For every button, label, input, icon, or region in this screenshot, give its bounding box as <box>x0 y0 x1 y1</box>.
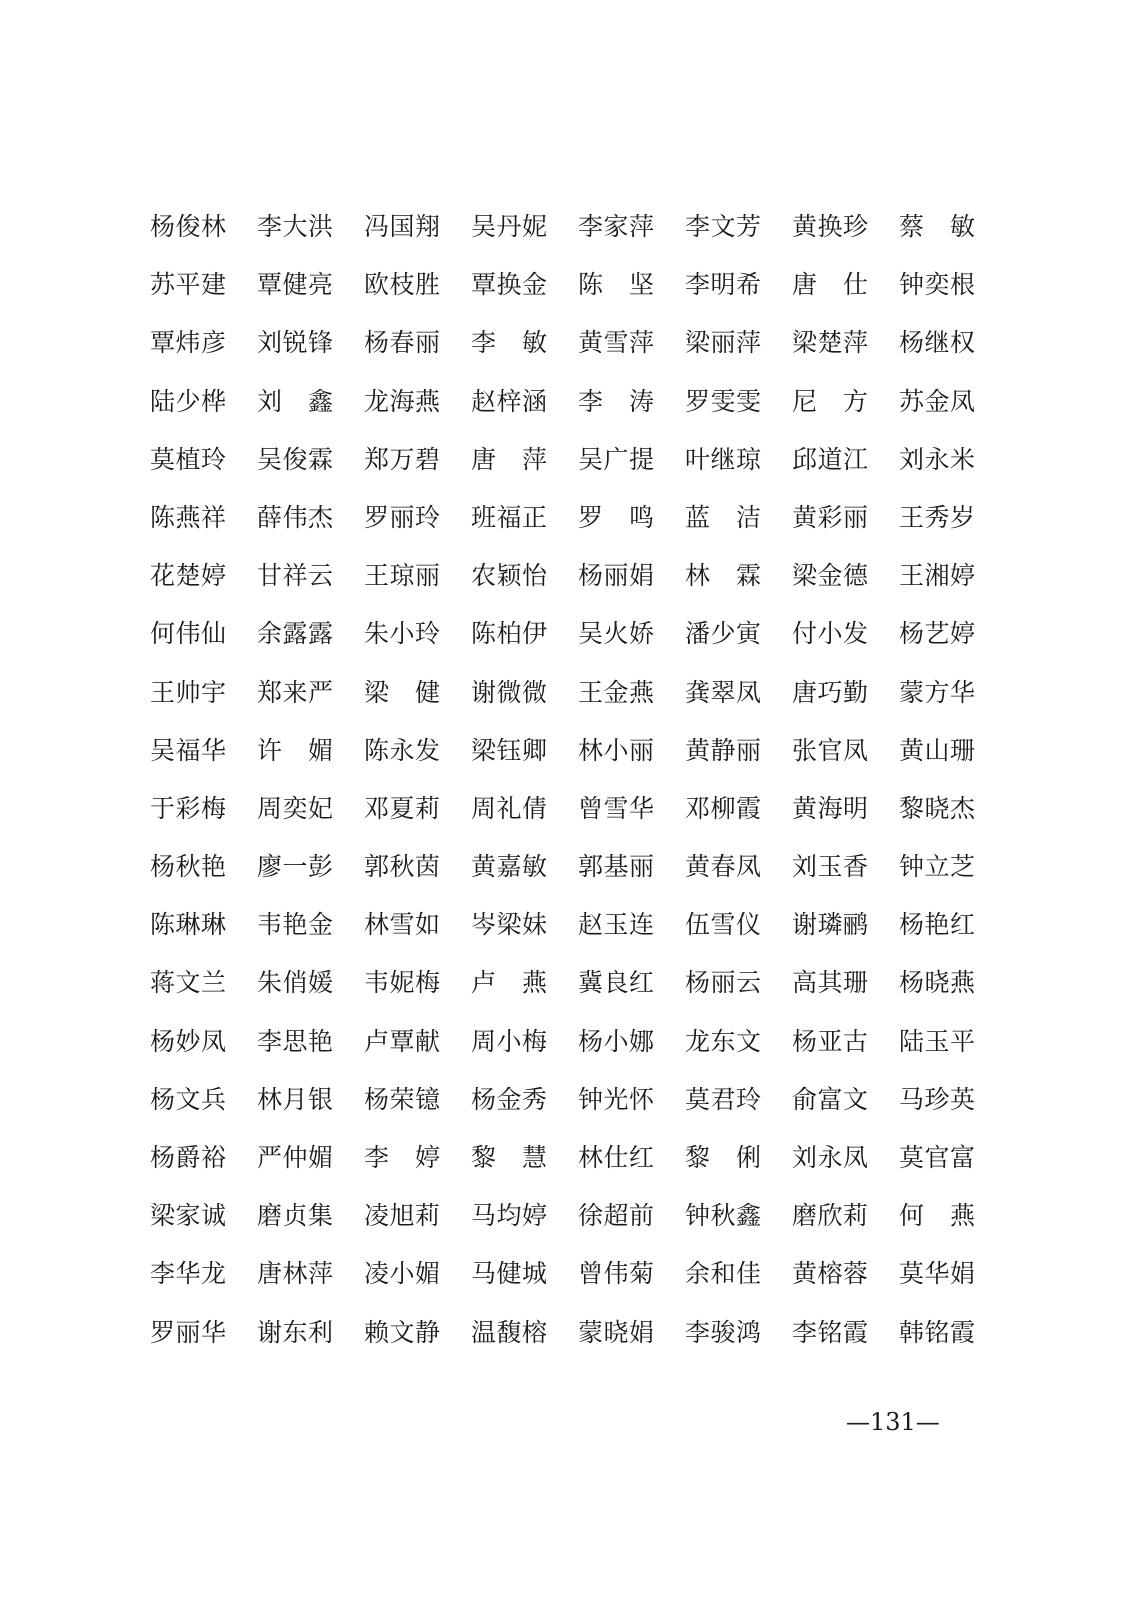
name-entry: 苏平建 <box>150 270 227 300</box>
name-entry: 周小梅 <box>471 1026 548 1056</box>
name-entry: 吴火娇 <box>578 619 655 649</box>
name-entry: 蒙晓娟 <box>578 1317 655 1347</box>
name-entry: 卢 燕 <box>471 968 548 998</box>
name-entry: 伍雪仪 <box>685 910 762 940</box>
name-entry: 李铭霞 <box>792 1317 869 1347</box>
name-entry: 冀良红 <box>578 968 655 998</box>
name-entry: 梁丽萍 <box>685 328 762 358</box>
name-entry: 王帅宇 <box>150 677 227 707</box>
name-entry: 岑梁妹 <box>471 910 548 940</box>
name-entry: 马均婷 <box>471 1201 548 1231</box>
name-entry: 邱道江 <box>792 444 869 474</box>
name-entry: 俞富文 <box>792 1084 869 1114</box>
name-entry: 蒙方华 <box>899 677 976 707</box>
name-entry: 林小丽 <box>578 735 655 765</box>
name-entry: 李骏鸿 <box>685 1317 762 1347</box>
name-entry: 谢璘鹂 <box>792 910 869 940</box>
name-entry: 李文芳 <box>685 212 762 241</box>
name-entry: 王湘婷 <box>899 561 976 591</box>
page-number: —131— <box>846 1408 940 1436</box>
name-entry: 韩铭霞 <box>899 1317 976 1347</box>
name-entry: 曾伟菊 <box>578 1259 655 1289</box>
name-entry: 郑来严 <box>257 677 334 707</box>
name-entry: 尼 方 <box>792 386 869 416</box>
name-entry: 杨丽娟 <box>578 561 655 591</box>
name-entry: 吴福华 <box>150 735 227 765</box>
name-entry: 罗丽玲 <box>364 502 441 532</box>
name-entry: 梁家诚 <box>150 1201 227 1231</box>
name-entry: 李 涛 <box>578 386 655 416</box>
name-entry: 龚翠凤 <box>685 677 762 707</box>
name-entry: 许 媚 <box>257 735 334 765</box>
name-entry: 李明希 <box>685 270 762 300</box>
name-entry: 唐巧勤 <box>792 677 869 707</box>
name-entry: 磨贞集 <box>257 1201 334 1231</box>
name-entry: 徐超前 <box>578 1201 655 1231</box>
name-entry: 蓝 洁 <box>685 502 762 532</box>
name-entry: 龙海燕 <box>364 386 441 416</box>
name-entry: 潘少寅 <box>685 619 762 649</box>
name-entry: 莫植玲 <box>150 444 227 474</box>
name-entry: 磨欣莉 <box>792 1201 869 1231</box>
name-entry: 刘永米 <box>899 444 976 474</box>
name-entry: 吴广提 <box>578 444 655 474</box>
name-entry: 林月银 <box>257 1084 334 1114</box>
name-entry: 覃健亮 <box>257 270 334 300</box>
name-entry: 梁楚萍 <box>792 328 869 358</box>
name-entry: 黎晓杰 <box>899 793 976 823</box>
name-entry: 张官凤 <box>792 735 869 765</box>
name-entry: 赖文静 <box>364 1317 441 1347</box>
name-entry: 覃炜彦 <box>150 328 227 358</box>
name-entry: 钟奕根 <box>899 270 976 300</box>
name-entry: 刘 鑫 <box>257 386 334 416</box>
name-entry: 梁金德 <box>792 561 869 591</box>
name-entry: 杨秋艳 <box>150 852 227 882</box>
name-entry: 杨俊林 <box>150 212 227 241</box>
name-entry: 班福正 <box>471 502 548 532</box>
name-entry: 温馥榕 <box>471 1317 548 1347</box>
name-entry: 钟秋鑫 <box>685 1201 762 1231</box>
name-entry: 赵玉连 <box>578 910 655 940</box>
name-entry: 邓柳霞 <box>685 793 762 823</box>
name-entry: 黄海明 <box>792 793 869 823</box>
name-entry: 陆玉平 <box>899 1026 976 1056</box>
name-entry: 李思艳 <box>257 1026 334 1056</box>
name-entry: 朱小玲 <box>364 619 441 649</box>
name-entry: 蒋文兰 <box>150 968 227 998</box>
name-entry: 杨亚古 <box>792 1026 869 1056</box>
name-entry: 陈燕祥 <box>150 502 227 532</box>
name-entry: 李家萍 <box>578 212 655 241</box>
name-entry: 罗丽华 <box>150 1317 227 1347</box>
name-entry: 吴丹妮 <box>471 212 548 241</box>
name-entry: 林雪如 <box>364 910 441 940</box>
name-entry: 林仕红 <box>578 1143 655 1172</box>
name-entry: 覃换金 <box>471 270 548 300</box>
name-entry: 蔡 敏 <box>899 212 976 241</box>
name-entry: 凌小媚 <box>364 1259 441 1289</box>
name-entry: 黄山珊 <box>899 735 976 765</box>
name-entry: 韦艳金 <box>257 910 334 940</box>
name-entry: 杨爵裕 <box>150 1143 227 1172</box>
name-entry: 龙东文 <box>685 1026 762 1056</box>
name-entry: 余露露 <box>257 619 334 649</box>
name-entry: 凌旭莉 <box>364 1201 441 1231</box>
name-entry: 陈 坚 <box>578 270 655 300</box>
name-entry: 欧枝胜 <box>364 270 441 300</box>
name-entry: 陈柏伊 <box>471 619 548 649</box>
name-entry: 杨艳红 <box>899 910 976 940</box>
name-entry: 严仲媚 <box>257 1143 334 1172</box>
name-entry: 杨荣镱 <box>364 1084 441 1114</box>
name-entry: 周礼倩 <box>471 793 548 823</box>
name-entry: 刘玉香 <box>792 852 869 882</box>
name-entry: 何伟仙 <box>150 619 227 649</box>
name-entry: 林 霖 <box>685 561 762 591</box>
name-entry: 王秀岁 <box>899 502 976 532</box>
name-entry: 郭基丽 <box>578 852 655 882</box>
name-entry: 刘永凤 <box>792 1143 869 1172</box>
name-entry: 唐林萍 <box>257 1259 334 1289</box>
name-entry: 周奕妃 <box>257 793 334 823</box>
name-entry: 赵梓涵 <box>471 386 548 416</box>
name-entry: 唐 仕 <box>792 270 869 300</box>
name-entry: 薛伟杰 <box>257 502 334 532</box>
name-entry: 农颖怡 <box>471 561 548 591</box>
name-entry: 李华龙 <box>150 1259 227 1289</box>
name-entry: 郭秋茵 <box>364 852 441 882</box>
name-entry: 杨文兵 <box>150 1084 227 1114</box>
name-entry: 叶继琼 <box>685 444 762 474</box>
name-entry: 罗 鸣 <box>578 502 655 532</box>
name-entry: 莫官富 <box>899 1143 976 1172</box>
name-entry: 曾雪华 <box>578 793 655 823</box>
name-entry: 杨丽云 <box>685 968 762 998</box>
name-entry: 梁 健 <box>364 677 441 707</box>
name-entry: 莫君玲 <box>685 1084 762 1114</box>
name-entry: 黄雪萍 <box>578 328 655 358</box>
name-entry: 甘祥云 <box>257 561 334 591</box>
name-entry: 冯国翔 <box>364 212 441 241</box>
name-entry: 韦妮梅 <box>364 968 441 998</box>
name-entry: 李大洪 <box>257 212 334 241</box>
name-entry: 高其珊 <box>792 968 869 998</box>
name-entry: 于彩梅 <box>150 793 227 823</box>
name-entry: 黄榕蓉 <box>792 1259 869 1289</box>
name-entry: 黄换珍 <box>792 212 869 241</box>
name-entry: 花楚婷 <box>150 561 227 591</box>
name-entry: 陈永发 <box>364 735 441 765</box>
name-entry: 郑万碧 <box>364 444 441 474</box>
name-entry: 刘锐锋 <box>257 328 334 358</box>
name-entry: 黎 慧 <box>471 1143 548 1172</box>
name-entry: 马健城 <box>471 1259 548 1289</box>
name-entry: 黎 俐 <box>685 1143 762 1172</box>
name-entry: 王金燕 <box>578 677 655 707</box>
name-entry: 唐 萍 <box>471 444 548 474</box>
name-entry: 邓夏莉 <box>364 793 441 823</box>
name-entry: 黄春凤 <box>685 852 762 882</box>
name-entry: 杨晓燕 <box>899 968 976 998</box>
name-entry: 谢东利 <box>257 1317 334 1347</box>
name-entry: 何 燕 <box>899 1201 976 1231</box>
name-entry: 杨小娜 <box>578 1026 655 1056</box>
name-entry: 谢微微 <box>471 677 548 707</box>
name-entry: 杨春丽 <box>364 328 441 358</box>
name-entry: 钟光怀 <box>578 1084 655 1114</box>
name-list-grid <box>150 198 980 1362</box>
name-entry: 卢覃献 <box>364 1026 441 1056</box>
name-entry: 王琼丽 <box>364 561 441 591</box>
name-entry: 莫华娟 <box>899 1259 976 1289</box>
name-entry: 苏金凤 <box>899 386 976 416</box>
name-entry: 梁钰卿 <box>471 735 548 765</box>
name-entry: 李 敏 <box>471 328 548 358</box>
name-entry: 朱俏媛 <box>257 968 334 998</box>
name-entry: 黄嘉敏 <box>471 852 548 882</box>
name-entry: 杨继权 <box>899 328 976 358</box>
name-entry: 马珍英 <box>899 1084 976 1114</box>
name-entry: 杨艺婷 <box>899 619 976 649</box>
name-entry: 陈琳琳 <box>150 910 227 940</box>
name-entry: 李 婷 <box>364 1143 441 1172</box>
name-entry: 黄彩丽 <box>792 502 869 532</box>
name-entry: 杨妙凤 <box>150 1026 227 1056</box>
name-entry: 陆少桦 <box>150 386 227 416</box>
name-entry: 杨金秀 <box>471 1084 548 1114</box>
name-entry: 罗雯雯 <box>685 386 762 416</box>
name-entry: 黄静丽 <box>685 735 762 765</box>
name-entry: 付小发 <box>792 619 869 649</box>
name-entry: 廖一彭 <box>257 852 334 882</box>
name-entry: 钟立芝 <box>899 852 976 882</box>
name-entry: 余和佳 <box>685 1259 762 1289</box>
name-entry: 吴俊霖 <box>257 444 334 474</box>
